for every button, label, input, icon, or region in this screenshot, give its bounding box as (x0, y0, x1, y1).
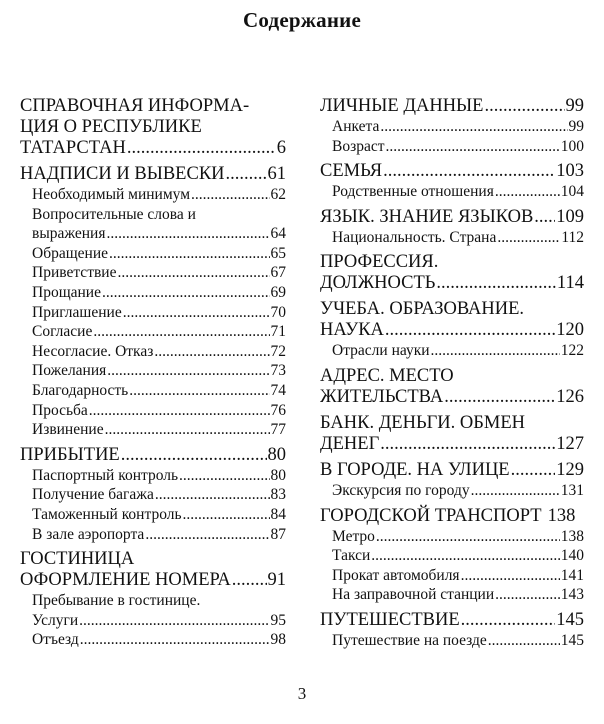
toc-entry (320, 460, 584, 481)
toc-entry (320, 387, 584, 408)
leader-dots (107, 361, 269, 381)
toc-entry-label: ГОРОДСКОЙ ТРАНСПОРТ (320, 505, 542, 526)
toc-page-number: 100 (560, 137, 584, 155)
toc-entry (32, 525, 286, 545)
toc-subsection (20, 485, 286, 505)
leader-dots (145, 525, 269, 545)
leader-dots (380, 117, 567, 137)
toc-entry-label: Согласие (32, 323, 93, 341)
leader-dots (191, 185, 269, 205)
toc-entry (332, 631, 584, 651)
leader-dots (79, 611, 269, 631)
leader-dots (155, 485, 270, 505)
toc-section (320, 299, 584, 341)
toc-entry-label: Обращение (32, 244, 108, 262)
toc-entry-label: Приглашение (32, 303, 122, 321)
toc-page-number: 83 (270, 486, 286, 504)
toc-section (320, 252, 584, 294)
toc-left-column (20, 96, 286, 650)
toc-subsection (20, 244, 286, 264)
toc-entry (332, 481, 584, 501)
toc-page-number: 77 (270, 421, 286, 439)
toc-entry-label: Отъезд (32, 631, 79, 649)
toc-entry-label: выражения (32, 225, 106, 243)
toc-section (320, 161, 584, 182)
leader-dots (89, 401, 270, 421)
toc-section (20, 549, 286, 591)
leader-dots (129, 381, 269, 401)
toc-page-number: 140 (560, 547, 584, 565)
toc-entry-label: Такси (332, 547, 371, 565)
toc-page-number: 127 (556, 433, 584, 454)
toc-subsection (20, 185, 286, 205)
toc-page-number: 145 (560, 631, 584, 649)
toc-entry-line: Вопросительные слова и (32, 205, 196, 223)
toc-entry-label: ЖИТЕЛЬСТВА (320, 386, 444, 407)
toc-entry-label: НАДПИСИ И ВЫВЕСКИ (20, 164, 225, 184)
toc-section (320, 506, 584, 527)
leader-dots (93, 322, 269, 342)
leader-dots (431, 341, 560, 361)
toc-subsection (20, 303, 286, 323)
toc-page-number: 91 (267, 570, 286, 591)
toc-entry-label: Благодарность (32, 381, 129, 399)
toc-right-column (320, 96, 584, 651)
toc-entry-label: Экскурсия по городу (332, 481, 470, 499)
toc-entry (32, 401, 286, 421)
toc-page-number: 73 (270, 362, 286, 380)
toc-entry-label: СЕМЬЯ (320, 161, 383, 182)
toc-entry (32, 466, 286, 486)
toc-entry (32, 185, 286, 205)
toc-section (320, 96, 584, 117)
toc-entry-line: СПРАВОЧНАЯ ИНФОРМА- (20, 96, 250, 116)
toc-page-number: 104 (560, 183, 584, 201)
toc-page-number: 129 (556, 459, 584, 480)
toc-entry (320, 207, 584, 228)
leader-dots (117, 263, 269, 283)
leader-dots (380, 434, 555, 455)
leader-dots (154, 342, 269, 362)
toc-entry-label: Таможенный контроль (32, 505, 182, 523)
leader-dots (385, 320, 555, 341)
toc-entry (332, 566, 584, 586)
toc-entry-line: ГОСТИНИЦА (20, 549, 135, 570)
toc-entry-label: ЯЗЫК. ЗНАНИЕ ЯЗЫКОВ (320, 206, 534, 227)
leader-dots (386, 137, 560, 157)
toc-section (20, 445, 286, 466)
toc-section (20, 164, 286, 185)
toc-entry (32, 611, 286, 631)
toc-entry-label: Возраст (332, 137, 385, 155)
toc-entry-label: Путешествие на поезде (332, 631, 487, 649)
toc-page-number: 67 (270, 264, 286, 282)
toc-entry (332, 137, 584, 157)
leader-dots (444, 387, 555, 408)
toc-entry-label: Пожелания (32, 362, 107, 380)
toc-page-number: 87 (270, 525, 286, 543)
toc-subsection (20, 381, 286, 401)
toc-subsection (320, 481, 584, 501)
leader-dots (436, 273, 556, 294)
leader-dots (123, 303, 270, 323)
toc-entry (320, 96, 584, 117)
leader-dots (495, 182, 560, 202)
leader-dots (80, 630, 270, 650)
toc-page-number: 84 (270, 505, 286, 523)
toc-subsection (20, 630, 286, 650)
toc-page-number: 71 (270, 323, 286, 341)
toc-entry-label: В зале аэропорта (32, 525, 145, 543)
toc-entry (32, 263, 286, 283)
toc-subsection (20, 205, 286, 244)
page-title: Содержание (243, 8, 361, 32)
toc-entry (320, 273, 584, 294)
leader-dots (226, 164, 267, 185)
toc-page-number: 62 (270, 186, 286, 203)
toc-entry (332, 585, 584, 605)
leader-dots (376, 527, 560, 547)
leader-dots (534, 207, 555, 228)
toc-entry (332, 341, 584, 361)
leader-dots (383, 161, 555, 182)
toc-page-number: 99 (568, 118, 584, 135)
leader-dots (232, 570, 267, 591)
toc-entry-line: АДРЕС. МЕСТО (320, 365, 454, 386)
toc-subsection (320, 527, 584, 547)
toc-entry-label: ТАТАРСТАН (20, 138, 126, 158)
toc-entry-label: ДОЛЖНОСТЬ (320, 273, 436, 294)
toc-entry (320, 161, 584, 182)
toc-entry (332, 117, 584, 137)
leader-dots (179, 466, 269, 486)
toc-entry (32, 361, 286, 381)
toc-subsection (320, 341, 584, 361)
toc-entry-label: Метро (332, 527, 375, 545)
toc-page-number: 141 (560, 566, 584, 584)
toc-entry (332, 182, 584, 202)
toc-subsection (320, 182, 584, 202)
toc-entry-label: Анкета (332, 118, 380, 135)
toc-page-number: 120 (556, 320, 584, 341)
toc-section (320, 413, 584, 455)
toc-entry-line: ПРОФЕССИЯ. (320, 252, 439, 273)
leader-dots (183, 505, 270, 525)
leader-dots (127, 138, 276, 159)
toc-entry-label: Получение багажа (32, 486, 154, 504)
toc-entry-label: В ГОРОДЕ. НА УЛИЦЕ (320, 459, 510, 480)
leader-dots (461, 610, 556, 631)
toc-entry-line: БАНК. ДЕНЬГИ. ОБМЕН (320, 412, 525, 433)
toc-page-number: 122 (560, 342, 584, 360)
leader-dots (495, 585, 560, 605)
toc-subsection (20, 361, 286, 381)
toc-page-number: 103 (556, 161, 584, 182)
toc-entry-label: Услуги (32, 611, 79, 629)
toc-page-number: 138 (560, 527, 584, 545)
toc-entry (20, 138, 286, 159)
toc-subsection (20, 525, 286, 545)
toc-subsection (320, 631, 584, 651)
leader-dots (471, 481, 560, 501)
toc-entry-label: НАУКА (320, 320, 384, 341)
toc-entry-label: ДЕНЕГ (320, 433, 380, 454)
toc-entry (320, 320, 584, 341)
leader-dots (105, 420, 270, 440)
toc-entry (20, 445, 286, 466)
toc-entry (32, 283, 286, 303)
toc-entry (320, 610, 584, 631)
leader-dots (371, 546, 559, 566)
toc-page-number: 145 (556, 609, 584, 630)
toc-entry-line: Пребывание в гостинице. (32, 592, 201, 610)
toc-page-number: 80 (270, 466, 286, 484)
toc-entry-label: Приветствие (32, 264, 117, 282)
toc-page-number: 76 (270, 401, 286, 419)
toc-subsection (20, 322, 286, 342)
toc-entry-line: УЧЕБА. ОБРАЗОВАНИЕ. (320, 299, 525, 320)
toc-entry (32, 630, 286, 650)
leader-dots (109, 244, 270, 264)
toc-entry (332, 228, 584, 248)
toc-page-number: 99 (565, 96, 584, 116)
toc-section (320, 460, 584, 481)
toc-entry (332, 546, 584, 566)
toc-entry (320, 434, 584, 455)
toc-page-number: 65 (270, 244, 286, 262)
toc-entry (32, 381, 286, 401)
toc-entry (20, 164, 286, 185)
toc-entry-label: Национальность. Страна (332, 228, 497, 246)
leader-dots (106, 224, 269, 244)
toc-entry (32, 322, 286, 342)
toc-entry (320, 506, 584, 527)
toc-entry (32, 303, 286, 323)
toc-entry (32, 224, 286, 244)
toc-page-number: 95 (270, 611, 286, 629)
toc-section (320, 207, 584, 228)
toc-entry-line: ЦИЯ О РЕСПУБЛИКЕ (20, 117, 202, 137)
toc-entry-label: На заправочной станции (332, 586, 495, 604)
toc-page-number: 70 (270, 303, 286, 321)
toc-entry-label: Необходимый минимум (32, 186, 191, 203)
toc-subsection (20, 263, 286, 283)
toc-page-number: 114 (556, 273, 584, 294)
toc-page-number: 143 (560, 586, 584, 604)
page-number: 3 (297, 684, 307, 703)
toc-entry-label: ПРИБЫТИЕ (20, 444, 120, 465)
toc-page-number: 112 (561, 228, 584, 246)
toc-page-number: 98 (270, 631, 286, 649)
toc-subsection (320, 117, 584, 137)
leader-dots (484, 96, 564, 117)
toc-entry-label: Прощание (32, 283, 101, 301)
toc-entry (32, 485, 286, 505)
leader-dots (121, 445, 267, 466)
toc-page-number: 126 (556, 386, 584, 407)
toc-page-number: 74 (270, 381, 286, 399)
toc-page-number: 61 (267, 164, 286, 184)
toc-subsection (320, 585, 584, 605)
toc-entry-label: ОФОРМЛЕНИЕ НОМЕРА (20, 570, 231, 591)
toc-page-number: 109 (556, 206, 584, 227)
toc-subsection (20, 505, 286, 525)
toc-entry-label: Просьба (32, 401, 88, 419)
toc-page-number: 64 (270, 225, 286, 243)
leader-dots (488, 631, 560, 651)
toc-entry (32, 420, 286, 440)
toc-subsection (320, 137, 584, 157)
toc-subsection (20, 342, 286, 362)
toc-subsection (20, 401, 286, 421)
leader-dots (511, 460, 556, 481)
toc-subsection (320, 228, 584, 248)
toc-section (320, 610, 584, 631)
toc-page-number: 72 (270, 342, 286, 360)
toc-entry-label: ЛИЧНЫЕ ДАННЫЕ (320, 96, 484, 116)
toc-section (320, 366, 584, 408)
toc-page-number: 6 (276, 138, 286, 158)
toc-page-number: 80 (267, 444, 286, 465)
toc-page-number: 69 (270, 283, 286, 301)
toc-entry (32, 244, 286, 264)
leader-dots (461, 566, 560, 586)
toc-entry (32, 505, 286, 525)
toc-subsection (20, 283, 286, 303)
toc-entry-label: ПУТЕШЕСТВИЕ (320, 609, 460, 630)
toc-subsection (320, 566, 584, 586)
toc-entry-label: Родственные отношения (332, 183, 494, 201)
toc-page-number: 131 (560, 481, 584, 499)
toc-page-number: 138 (547, 505, 576, 526)
toc-entry-label: Прокат автомобиля (332, 566, 460, 584)
toc-entry-label: Паспортный контроль (32, 466, 179, 484)
leader-dots (102, 283, 270, 303)
toc-subsection (20, 466, 286, 486)
toc-entry-label: Отрасли науки (332, 342, 430, 360)
toc-section (20, 96, 286, 159)
toc-subsection (20, 420, 286, 440)
toc-subsection (20, 591, 286, 630)
toc-entry-label: Несогласие. Отказ (32, 342, 154, 360)
toc-subsection (320, 546, 584, 566)
toc-entry-label: Извинение (32, 421, 104, 439)
toc-entry (32, 342, 286, 362)
toc-entry (20, 570, 286, 591)
leader-dots (497, 228, 560, 248)
toc-entry (332, 527, 584, 547)
